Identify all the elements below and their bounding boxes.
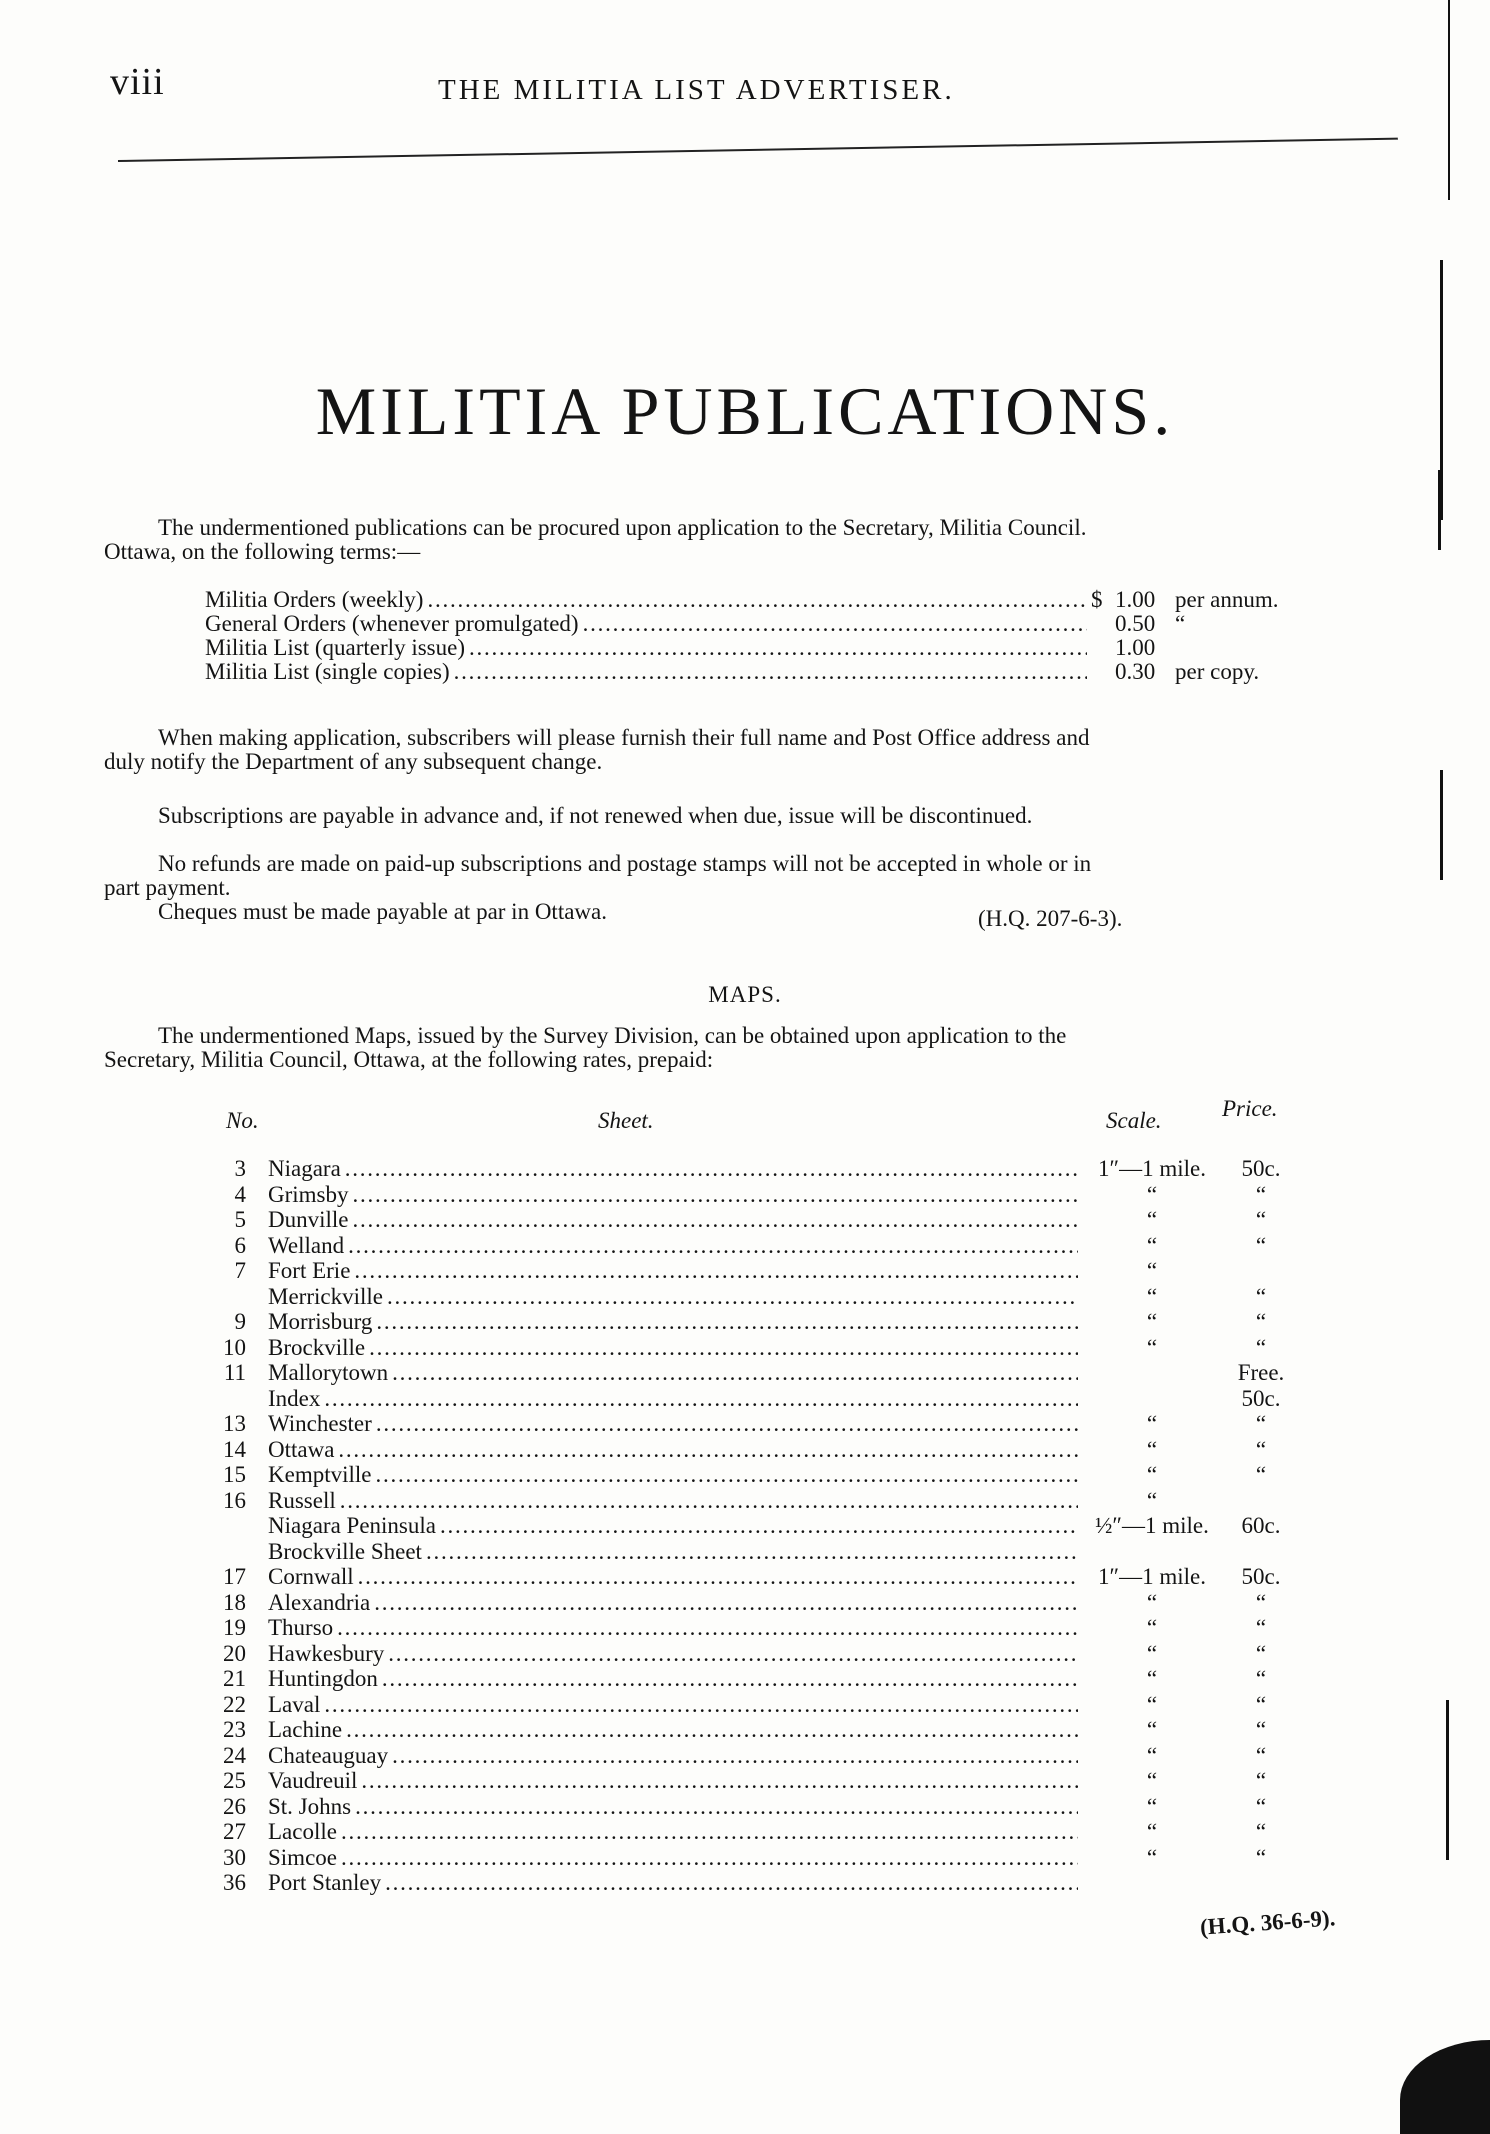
map-number: 3 xyxy=(234,1156,246,1181)
term-amount: 0.50 xyxy=(1115,611,1156,636)
table-row xyxy=(210,1845,1300,1871)
map-price: “ xyxy=(1255,1411,1267,1436)
map-price: “ xyxy=(1255,1793,1267,1819)
term-amount: 1.00 xyxy=(1115,587,1156,612)
map-price: “ xyxy=(1255,1691,1267,1717)
map-sheet-name: Thurso xyxy=(268,1615,334,1640)
page-folio: viii xyxy=(110,61,165,103)
table-row xyxy=(210,1768,1300,1794)
table-row xyxy=(210,1360,1300,1386)
map-scale: “ xyxy=(1146,1640,1158,1666)
maps-intro-line-2: Secretary, Militia Council, Ottawa, at the following rates, prepaid: xyxy=(104,1047,714,1072)
term-name: Militia List (single copies) xyxy=(205,659,450,684)
column-header-scale: Scale. xyxy=(1106,1108,1162,1133)
subscriptions-paragraph xyxy=(104,804,1404,828)
map-price: “ xyxy=(1255,1181,1267,1207)
table-row xyxy=(210,1411,1300,1437)
leader-dots xyxy=(469,636,1087,660)
map-scale: “ xyxy=(1146,1334,1158,1360)
leader-dots xyxy=(376,1411,1078,1437)
leader-dots xyxy=(354,1258,1078,1284)
map-scale: “ xyxy=(1146,1487,1158,1513)
map-sheet-name: Hawkesbury xyxy=(268,1640,385,1666)
refunds-line-1: No refunds are made on paid-up subscriptions and postage stamps will not be accepted in whole or in xyxy=(158,851,1092,876)
table-row xyxy=(210,1666,1300,1692)
leader-dots xyxy=(324,1692,1078,1718)
map-sheet-name: Lachine xyxy=(268,1717,343,1742)
application-line-2: duly notify the Department of any subsequent change. xyxy=(104,749,603,774)
term-currency: $ xyxy=(1091,587,1103,612)
map-price: “ xyxy=(1255,1334,1267,1360)
leader-dots xyxy=(337,1615,1078,1641)
map-number: 6 xyxy=(234,1232,246,1258)
column-header-sheet: Sheet. xyxy=(598,1108,654,1133)
table-row xyxy=(210,1513,1300,1539)
table-row xyxy=(210,1870,1300,1896)
map-number: 5 xyxy=(234,1207,246,1232)
map-sheet-name: Port Stanley xyxy=(268,1870,382,1895)
map-number: 27 xyxy=(223,1819,246,1844)
map-scale: “ xyxy=(1146,1589,1158,1615)
map-sheet-name: Russell xyxy=(268,1487,336,1513)
map-price: “ xyxy=(1255,1615,1267,1640)
map-number: 4 xyxy=(234,1181,246,1207)
map-price: 50c. xyxy=(1241,1156,1281,1181)
leader-dots xyxy=(385,1870,1078,1896)
table-row xyxy=(210,1386,1300,1412)
term-period: per copy. xyxy=(1175,659,1260,684)
leader-dots xyxy=(345,1156,1078,1182)
publications-reference: (H.Q. 207-6-3). xyxy=(978,906,1123,931)
maps-heading: MAPS. xyxy=(708,982,782,1007)
map-price: 50c. xyxy=(1241,1385,1281,1411)
map-price: “ xyxy=(1255,1640,1267,1666)
term-name: Militia Orders (weekly) xyxy=(205,587,424,612)
leader-dots xyxy=(374,1590,1078,1616)
map-sheet-name: Niagara xyxy=(268,1156,341,1181)
map-number: 22 xyxy=(223,1691,246,1717)
map-scale: “ xyxy=(1146,1207,1158,1232)
map-number: 18 xyxy=(223,1589,246,1615)
table-row xyxy=(210,1156,1300,1182)
map-scale: “ xyxy=(1146,1819,1158,1844)
map-price: “ xyxy=(1255,1717,1267,1742)
map-sheet-name: Alexandria xyxy=(268,1589,371,1615)
term-name: Militia List (quarterly issue) xyxy=(205,635,465,660)
table-row xyxy=(210,1437,1300,1463)
term-period: “ xyxy=(1175,611,1186,636)
leader-dots xyxy=(388,1641,1078,1667)
map-scale: “ xyxy=(1146,1258,1158,1283)
leader-dots xyxy=(382,1666,1078,1692)
map-price: “ xyxy=(1255,1232,1267,1258)
map-scale: “ xyxy=(1146,1309,1158,1334)
subscriptions-line: Subscriptions are payable in advance and, if not renewed when due, issue will be discontinued. xyxy=(158,803,1033,828)
term-row xyxy=(205,588,1355,612)
map-number: 23 xyxy=(223,1717,246,1742)
map-price: “ xyxy=(1255,1309,1267,1334)
maps-reference: (H.Q. 36-6-9). xyxy=(1199,1905,1337,1940)
intro-paragraph xyxy=(104,516,1404,564)
page-edge-mark xyxy=(1446,1700,1449,1860)
leader-dots xyxy=(392,1360,1078,1386)
leader-dots xyxy=(583,612,1087,636)
leader-dots xyxy=(440,1513,1078,1539)
cheques-line: Cheques must be made payable at par in Ottawa. xyxy=(158,899,607,924)
refunds-line-2: part payment. xyxy=(104,875,231,900)
map-sheet-name: Brockville xyxy=(268,1334,366,1360)
leader-dots xyxy=(358,1564,1078,1590)
map-number: 13 xyxy=(223,1411,246,1436)
table-row xyxy=(210,1284,1300,1310)
term-row xyxy=(205,660,1355,684)
map-sheet-name: Lacolle xyxy=(268,1819,337,1844)
term-row xyxy=(205,612,1355,636)
leader-dots xyxy=(454,660,1087,684)
leader-dots xyxy=(375,1462,1078,1488)
map-sheet-name: Index xyxy=(268,1385,321,1411)
term-amount: 1.00 xyxy=(1115,635,1156,660)
table-row xyxy=(210,1717,1300,1743)
map-number: 17 xyxy=(223,1564,246,1589)
leader-dots xyxy=(361,1768,1078,1794)
map-scale: “ xyxy=(1146,1691,1158,1717)
map-scale: “ xyxy=(1146,1181,1158,1207)
table-row xyxy=(210,1819,1300,1845)
leader-dots xyxy=(387,1284,1078,1310)
map-scale: “ xyxy=(1146,1462,1158,1487)
column-header-no: No. xyxy=(226,1108,259,1133)
table-row xyxy=(210,1462,1300,1488)
map-scale: ½″—1 mile. xyxy=(1095,1513,1209,1538)
leader-dots xyxy=(353,1207,1079,1233)
leader-dots xyxy=(353,1182,1079,1208)
application-paragraph xyxy=(104,726,1404,774)
map-price: “ xyxy=(1255,1819,1267,1844)
page-corner-shadow xyxy=(1400,2040,1490,2134)
map-number: 20 xyxy=(223,1640,246,1666)
map-sheet-name: Chateauguay xyxy=(268,1742,389,1768)
table-row xyxy=(210,1641,1300,1667)
map-scale: “ xyxy=(1146,1436,1158,1462)
table-row xyxy=(210,1182,1300,1208)
map-scale: “ xyxy=(1146,1232,1158,1258)
map-sheet-name: Kemptville xyxy=(268,1462,372,1487)
table-row xyxy=(210,1258,1300,1284)
map-sheet-name: Grimsby xyxy=(268,1181,349,1207)
map-sheet-name: Simcoe xyxy=(268,1844,337,1870)
map-price: “ xyxy=(1255,1462,1267,1487)
map-number: 14 xyxy=(223,1436,246,1462)
leader-dots xyxy=(341,1845,1078,1871)
map-scale: “ xyxy=(1146,1717,1158,1742)
leader-dots xyxy=(338,1437,1078,1463)
map-sheet-name: Laval xyxy=(268,1691,321,1717)
page-edge-mark xyxy=(1448,0,1450,200)
map-number: 15 xyxy=(223,1462,246,1487)
leader-dots xyxy=(340,1488,1078,1514)
maps-table xyxy=(210,1156,1300,1896)
map-scale: “ xyxy=(1146,1768,1158,1793)
map-sheet-name: Niagara Peninsula xyxy=(268,1513,436,1538)
map-price: “ xyxy=(1255,1844,1267,1870)
running-title: THE MILITIA LIST ADVERTISER. xyxy=(438,74,955,106)
map-sheet-name: Mallorytown xyxy=(268,1360,389,1385)
map-sheet-name: Morrisburg xyxy=(268,1309,373,1334)
leader-dots xyxy=(348,1233,1078,1259)
table-row xyxy=(210,1615,1300,1641)
table-row xyxy=(210,1309,1300,1335)
leader-dots xyxy=(369,1335,1078,1361)
map-scale: “ xyxy=(1146,1666,1158,1691)
leader-dots xyxy=(376,1309,1078,1335)
map-number: 7 xyxy=(234,1258,246,1283)
map-sheet-name: Ottawa xyxy=(268,1436,335,1462)
map-price: “ xyxy=(1255,1666,1267,1691)
header-rule xyxy=(118,138,1398,162)
map-sheet-name: Welland xyxy=(268,1232,345,1258)
leader-dots xyxy=(355,1794,1078,1820)
map-scale: “ xyxy=(1146,1742,1158,1768)
map-sheet-name: Huntingdon xyxy=(268,1666,378,1691)
map-sheet-name: Fort Erie xyxy=(268,1258,351,1283)
leader-dots xyxy=(392,1743,1078,1769)
map-number: 25 xyxy=(223,1768,246,1793)
map-number: 19 xyxy=(223,1615,246,1640)
map-price: “ xyxy=(1255,1283,1267,1309)
map-number: 11 xyxy=(223,1360,246,1385)
term-name: General Orders (whenever promulgated) xyxy=(205,611,579,636)
map-price: “ xyxy=(1255,1589,1267,1615)
map-number: 21 xyxy=(223,1666,246,1691)
term-amount: 0.30 xyxy=(1115,659,1156,684)
table-row xyxy=(210,1207,1300,1233)
map-scale: 1″—1 mile. xyxy=(1098,1156,1206,1181)
table-row xyxy=(210,1335,1300,1361)
term-period: per annum. xyxy=(1175,587,1279,612)
table-row xyxy=(210,1743,1300,1769)
map-scale: “ xyxy=(1146,1411,1158,1436)
map-sheet-name: Vaudreuil xyxy=(268,1768,358,1793)
map-sheet-name: Winchester xyxy=(268,1411,372,1436)
map-number: 10 xyxy=(223,1334,246,1360)
map-sheet-name: St. Johns xyxy=(268,1793,352,1819)
intro-line-1: The undermentioned publications can be procured upon application to the Secretary, Militia Council. xyxy=(158,515,1087,540)
term-row xyxy=(205,636,1355,660)
map-price: “ xyxy=(1255,1207,1267,1232)
map-price: “ xyxy=(1255,1768,1267,1793)
table-row xyxy=(210,1539,1300,1565)
column-header-price: Price. xyxy=(1222,1096,1278,1121)
map-scale: “ xyxy=(1146,1844,1158,1870)
table-row xyxy=(210,1233,1300,1259)
map-price: 60c. xyxy=(1241,1513,1281,1538)
map-number: 36 xyxy=(223,1870,246,1895)
page-edge-mark xyxy=(1440,770,1443,880)
map-number: 30 xyxy=(223,1844,246,1870)
map-number: 9 xyxy=(234,1309,246,1334)
map-price: Free. xyxy=(1237,1360,1285,1385)
map-scale: “ xyxy=(1146,1283,1158,1309)
table-row xyxy=(210,1692,1300,1718)
leader-dots xyxy=(426,1539,1078,1565)
map-scale: “ xyxy=(1146,1615,1158,1640)
map-sheet-name: Dunville xyxy=(268,1207,349,1232)
map-number: 16 xyxy=(223,1487,246,1513)
refunds-paragraph xyxy=(104,852,1404,924)
map-scale: 1″—1 mile. xyxy=(1098,1564,1206,1589)
map-scale: “ xyxy=(1146,1793,1158,1819)
maps-intro-line-1: The undermentioned Maps, issued by the Survey Division, can be obtained upon application to the xyxy=(158,1023,1067,1048)
map-price: 50c. xyxy=(1241,1564,1281,1589)
map-sheet-name: Merrickville xyxy=(268,1283,383,1309)
table-row xyxy=(210,1794,1300,1820)
map-sheet-name: Cornwall xyxy=(268,1564,354,1589)
leader-dots xyxy=(341,1819,1078,1845)
table-row xyxy=(210,1488,1300,1514)
table-row xyxy=(210,1590,1300,1616)
page-title: MILITIA PUBLICATIONS. xyxy=(315,373,1175,449)
map-price: “ xyxy=(1255,1436,1267,1462)
map-price: “ xyxy=(1255,1742,1267,1768)
subscription-terms xyxy=(205,588,1355,684)
map-sheet-name: Brockville Sheet xyxy=(268,1538,422,1564)
page-edge-mark xyxy=(1438,470,1441,550)
leader-dots xyxy=(346,1717,1078,1743)
maps-intro-paragraph xyxy=(104,1024,1404,1072)
leader-dots xyxy=(427,588,1087,612)
leader-dots xyxy=(324,1386,1078,1412)
map-number: 26 xyxy=(223,1793,246,1819)
map-number: 24 xyxy=(223,1742,246,1768)
table-row xyxy=(210,1564,1300,1590)
application-line-1: When making application, subscribers will please furnish their full name and Post Office address and xyxy=(158,725,1090,750)
intro-line-2: Ottawa, on the following terms:— xyxy=(104,539,421,564)
